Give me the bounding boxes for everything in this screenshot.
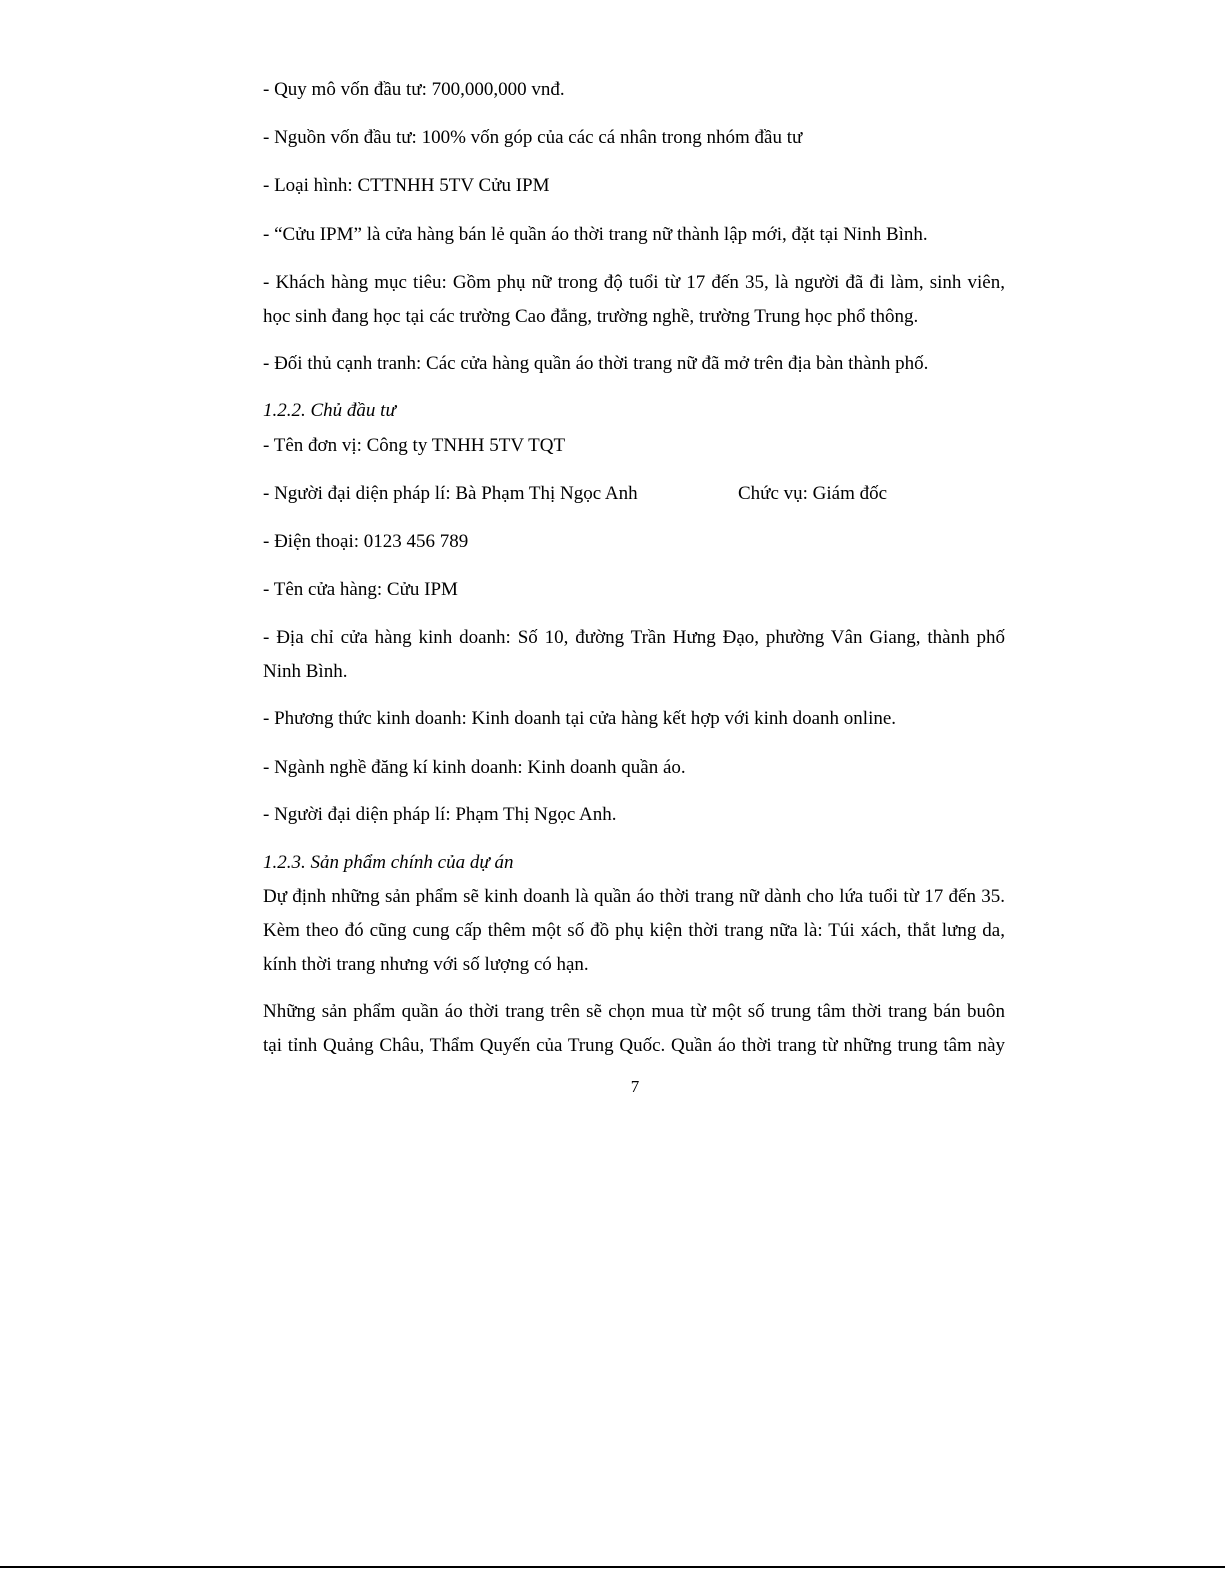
business-method-line: - Phương thức kinh doanh: Kinh doanh tại cửa hàng kết hợp với kinh doanh online. [263,708,897,729]
products-paragraph-line-1: Dự định những sản phẩm sẽ kinh doanh là quần áo thời trang nữ dành cho lứa tuổi từ 17 đến 35. [263,886,1005,907]
sourcing-paragraph-line-1: Những sản phẩm quần áo thời trang trên sẽ chọn mua từ một số trung tâm thời trang bán buôn [263,1001,1005,1022]
store-address-line-1: - Địa chỉ cửa hàng kinh doanh: Số 10, đường Trần Hưng Đạo, phường Vân Giang, thành phố [263,627,1005,648]
sourcing-paragraph-line-2: tại tỉnh Quảng Châu, Thẩm Quyến của Trung Quốc. Quần áo thời trang từ những trung tâm này [263,1035,1005,1056]
unit-name-line: - Tên đơn vị: Công ty TNHH 5TV TQT [263,435,566,456]
bottom-border-line [0,1566,1225,1568]
investment-capital-line: - Quy mô vốn đầu tư: 700,000,000 vnđ. [263,79,565,100]
section-heading-investor: 1.2.2. Chủ đầu tư [263,400,396,421]
legal-representative-line: - Người đại diện pháp lí: Bà Phạm Thị Ngọc Anh [263,483,638,504]
legal-representative-name-line: - Người đại diện pháp lí: Phạm Thị Ngọc Anh. [263,804,617,825]
capital-source-line: - Nguồn vốn đầu tư: 100% vốn góp của các cá nhân trong nhóm đầu tư [263,127,803,148]
business-sector-line: - Ngành nghề đăng kí kinh doanh: Kinh doanh quần áo. [263,757,686,778]
section-heading-main-products: 1.2.3. Sản phẩm chính của dự án [263,852,514,873]
store-address-line-2: Ninh Bình. [263,661,348,682]
business-type-line: - Loại hình: CTTNHH 5TV Cửu IPM [263,175,550,196]
target-customers-line-1: - Khách hàng mục tiêu: Gồm phụ nữ trong độ tuổi từ 17 đến 35, là người đã đi làm, sinh viên, [263,272,1005,293]
products-paragraph-line-2: Kèm theo đó cũng cung cấp thêm một số đồ phụ kiện thời trang nữa là: Túi xách, thắt lưng da, [263,920,1005,941]
position-line: Chức vụ: Giám đốc [738,483,888,504]
store-name-line: - Tên cửa hàng: Cửu IPM [263,579,458,600]
phone-line: - Điện thoại: 0123 456 789 [263,531,469,552]
store-description-line: - “Cửu IPM” là cửa hàng bán lẻ quần áo thời trang nữ thành lập mới, đặt tại Ninh Bình. [263,224,928,245]
target-customers-line-2: học sinh đang học tại các trường Cao đẳng, trường nghề, trường Trung học phổ thông. [263,306,919,327]
competitors-line: - Đối thủ cạnh tranh: Các cửa hàng quần áo thời trang nữ đã mở trên địa bàn thành phố. [263,353,929,374]
page-number: 7 [630,1077,640,1096]
products-paragraph-line-3: kính thời trang nhưng với số lượng có hạn. [263,954,589,975]
